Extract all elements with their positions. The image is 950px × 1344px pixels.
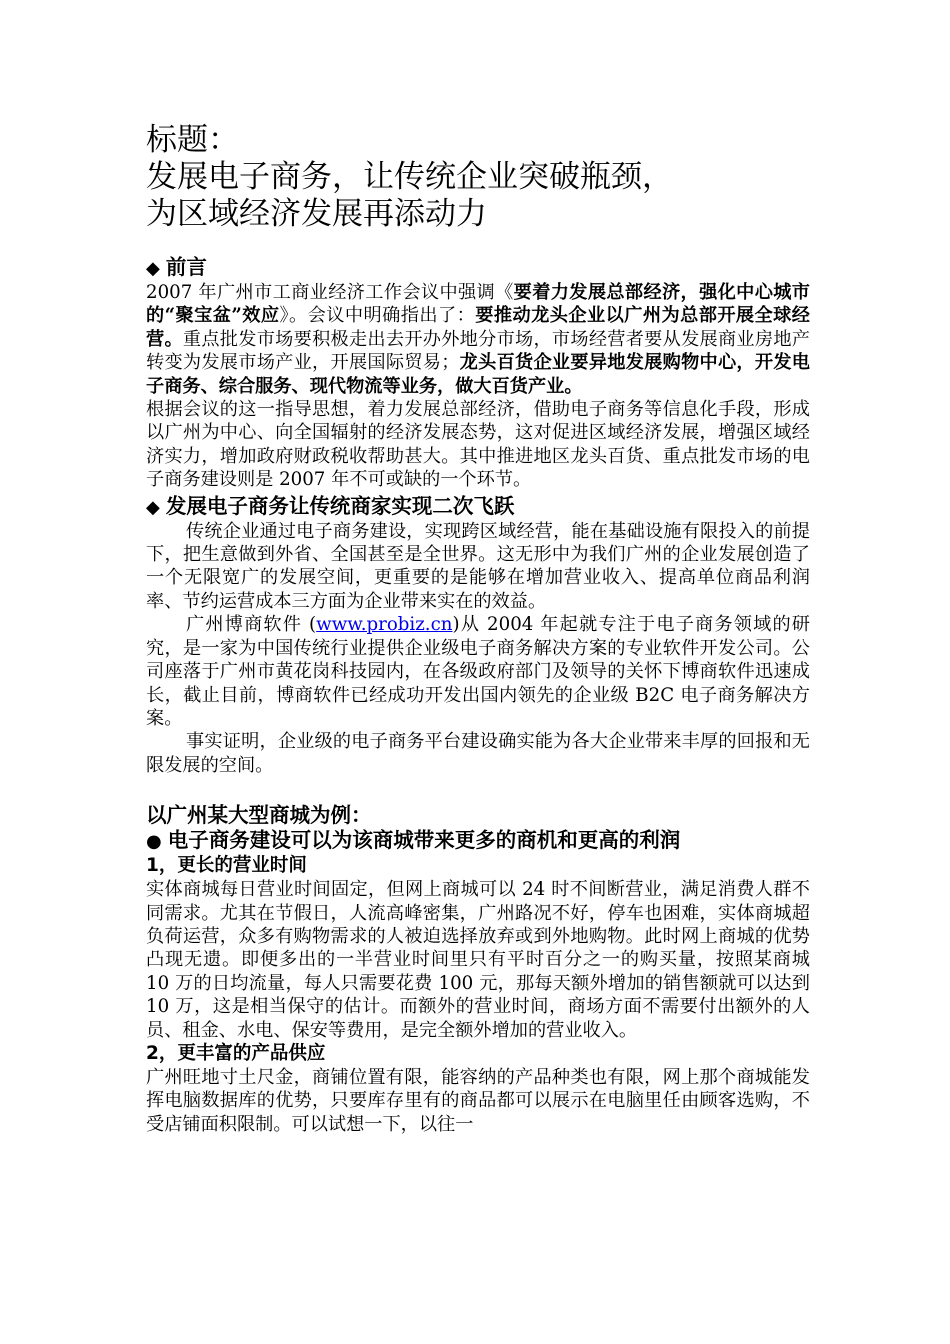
preface-text: 》。会议中明确指出了： (279, 305, 476, 327)
preface-paragraph-2: 根据会议的这一指导思想，着力发展总部经济，借助电子商务等信息化手段，形成以广州为中心、向全国辐射的经济发展态势，这对促进区域经济发展，增强区域经济实力，增加政府财政税收帮助甚大。其中推进地区龙头百货、重点批发市场的电子商务建设则是 2007 年不可或缺的一个环节。 (146, 399, 810, 491)
item-2-body: 广州旺地寸土尺金，商铺位置有限，能容纳的产品种类也有限，网上那个商城能发挥电脑数据库的优势，只要库存里有的商品都可以展示在电脑里任由顾客选购，不受店铺面积限制。可以试想一下，以往一 (146, 1066, 810, 1135)
preface-emphasis: 龙头百货企业要异地发展购物中心，开发电子商务、综合服务、现代物流等业务，做大百货产业。 (146, 352, 810, 397)
company-website-link[interactable]: www.probiz.cn (316, 614, 453, 636)
title-line-2: 为区域经济发展再添动力 (146, 196, 487, 232)
title-label: 标题： (146, 122, 239, 158)
preface-emphasis: 要着力发展总部经济，强化中心城市的“聚宝盆”效应 (146, 282, 810, 327)
preface-text: 重点批发市场要积极走出去开办外地分市场，市场经营者要从发展商业房地产转变为发展市场产业，开展国际贸易； (146, 328, 810, 374)
section-paragraph-2 (146, 613, 810, 730)
section-heading-text: 发展电子商务让传统商家实现二次飞跃 (165, 493, 515, 518)
section-paragraph-1: 传统企业通过电子商务建设，实现跨区域经营，能在基础设施有限投入的前提下，把生意做到外省、全国甚至是全世界。这无形中为我们广州的企业发展创造了一个无限宽广的发展空间，更重要的是能够在增加营业收入、提高单位商品利润率、节约运营成本三方面为企业带来实在的效益。 (146, 520, 810, 612)
document-title (146, 122, 810, 233)
document-page (146, 122, 810, 1136)
title-line-1: 发展电子商务，让传统企业突破瓶颈， (146, 159, 673, 195)
item-1-title: 1，更长的营业时间 (146, 855, 307, 877)
preface-text: 2007 年广州市工商业经济工作会议中强调《 (146, 282, 514, 303)
example-bullet-text: 电子商务建设可以为该商城带来更多的商机和更高的利润 (167, 828, 681, 853)
bullet-circle-icon: ● (146, 831, 162, 853)
preface-heading-text: 前言 (165, 255, 207, 279)
preface-emphasis: 要推动龙头企业以广州为总部开展全球经营。 (146, 305, 810, 350)
diamond-icon: ◆ (146, 258, 160, 279)
section-paragraph-3: 事实证明，企业级的电子商务平台建设确实能为各大企业带来丰厚的回报和无限发展的空间。 (146, 731, 810, 776)
company-text: )从 2004 年起就专注于电子商务领域的研究，是一家为中国传统行业提供企业级电子商务解决方案的专业软件开发公司。公司座落于广州市黄花岗科技园内，在各级政府部门及领导的关怀下博商软件迅速成长，截止目前，博商软件已经成功开发出国内领先的企业级 B2C 电子商务解决方案。 (146, 614, 810, 729)
preface-paragraph-1 (146, 281, 810, 398)
company-text: 广州博商软件 ( (186, 614, 317, 636)
example-bullet (146, 828, 810, 854)
example-heading: 以广州某大型商城为例： (146, 803, 372, 828)
item-2-title: 2，更丰富的产品供应 (146, 1042, 326, 1064)
item-1-body: 实体商城每日营业时间固定，但网上商城可以 24 时不间断营业，满足消费人群不同需求。尤其在节假日，人流高峰密集，广州路况不好，停车也困难，实体商城超负荷运营，众多有购物需求的人被迫选择放弃或到外地购物。此时网上商城的优势凸现无遗。即便多出的一半营业时间里只有平时百分之一的购买量，按照某商城 10 万的日均流量，每人只需要花费 100 元，那每天额外增加的销售额就可以达到 10 万，这是相当保守的估计。而额外的营业时间，商场方面不需要付出额外的人员、租金、水电、保安等费用，是完全额外增加的营业收入。 (146, 879, 810, 1041)
section-heading-ecommerce (146, 494, 810, 520)
diamond-icon: ◆ (146, 496, 160, 518)
preface-heading (146, 255, 810, 281)
